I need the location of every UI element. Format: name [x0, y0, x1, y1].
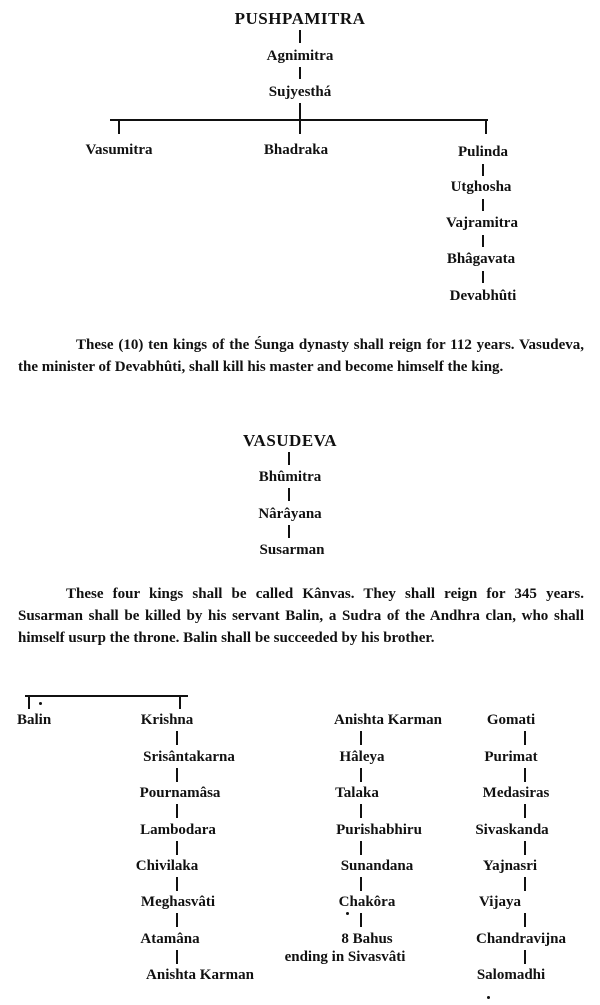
connector — [118, 120, 120, 134]
connector — [360, 877, 362, 891]
susarman-name: Susarman — [259, 542, 325, 558]
connector — [28, 696, 30, 709]
connector — [360, 804, 362, 818]
connector — [299, 67, 301, 79]
col3-name: Sivaskanda — [475, 822, 549, 838]
connector — [524, 913, 526, 927]
connector — [288, 488, 290, 501]
col2-name: Sunandana — [340, 858, 414, 874]
connector — [360, 841, 362, 855]
connector — [176, 731, 178, 745]
col2-name: Hâleya — [339, 749, 385, 765]
connector — [482, 235, 484, 247]
connector — [482, 164, 484, 176]
narayana-name: Nârâyana — [258, 506, 322, 522]
col2-name: Anishta Karman — [334, 712, 442, 728]
connector — [299, 120, 301, 134]
connector — [485, 120, 487, 134]
col1-name: Krishna — [140, 712, 194, 728]
ink-dot — [487, 996, 490, 999]
connector — [176, 804, 178, 818]
col3-name: Gomati — [486, 712, 536, 728]
col1-name: Meghasvâti — [140, 894, 216, 910]
paragraph-text: These (10) ten kings of the Śunga dynasty shall reign for 112 years. Vasudeva, the minister of Devabhûti, shall kill his master and become himself the king. — [18, 337, 584, 375]
sujyestha-name: Sujyesthá — [268, 84, 332, 100]
connector — [524, 731, 526, 745]
col3-name: Yajnasri — [482, 858, 538, 874]
bhagavata-name: Bhâgavata — [446, 251, 516, 267]
col1-name: Anishta Karman — [146, 967, 254, 983]
connector — [176, 877, 178, 891]
connector — [482, 271, 484, 283]
bhadraka-name: Bhadraka — [263, 142, 329, 158]
connector — [360, 731, 362, 745]
ink-dot — [346, 912, 349, 915]
connector — [176, 768, 178, 782]
connector — [524, 877, 526, 891]
connector — [299, 103, 301, 120]
connector — [176, 950, 178, 964]
balin-name: Balin — [17, 712, 52, 728]
agnimitra-name: Agnimitra — [266, 48, 334, 64]
connector — [176, 841, 178, 855]
utghosha-name: Utghosha — [450, 179, 512, 195]
col3-name: Chandravijna — [475, 931, 567, 947]
col2-name: Chakôra — [338, 894, 396, 910]
paragraph-kanvas — [18, 583, 584, 649]
col1-name: Atamâna — [140, 931, 200, 947]
connector — [524, 950, 526, 964]
connector — [524, 804, 526, 818]
col1-name: Srisântakarna — [143, 749, 235, 765]
connector — [176, 913, 178, 927]
col3-name: Purimat — [484, 749, 538, 765]
col2-note: ending in Sivasvâti — [284, 949, 406, 965]
col2-name: 8 Bahus — [341, 931, 393, 947]
connector — [288, 452, 290, 465]
branch-line — [25, 695, 188, 697]
connector — [288, 525, 290, 538]
connector — [179, 696, 181, 709]
connector — [524, 768, 526, 782]
col1-name: Lambodara — [140, 822, 216, 838]
col2-name: Purishabhiru — [336, 822, 422, 838]
connector — [360, 768, 362, 782]
col3-name: Salomadhi — [476, 967, 546, 983]
vasumitra-name: Vasumitra — [85, 142, 153, 158]
connector — [360, 913, 362, 927]
connector — [524, 841, 526, 855]
col1-name: Chivilaka — [135, 858, 199, 874]
col3-name: Vijaya — [479, 894, 521, 910]
paragraph-text: These four kings shall be called Kânvas. They shall reign for 345 years. Susarman shall be killed by his servant Balin, a Sudra of the Andhra clan, who shall himself usurp the throne. Balin shall be succeeded by his brother. — [18, 586, 584, 646]
connector — [482, 199, 484, 211]
connector — [299, 30, 301, 43]
paragraph-sunga — [18, 334, 584, 378]
devabhuti-name: Devabhûti — [449, 288, 517, 304]
ink-dot — [39, 702, 42, 705]
pulinda-name: Pulinda — [457, 144, 509, 160]
col2-name: Talaka — [335, 785, 379, 801]
col1-name: Pournamâsa — [139, 785, 221, 801]
bhumitra-name: Bhûmitra — [258, 469, 322, 485]
vajramitra-name: Vajramitra — [446, 215, 518, 231]
pushpamitra-name: PUSHPAMITRA — [234, 9, 366, 28]
vasudeva-name: VASUDEVA — [242, 431, 338, 450]
col3-name: Medasiras — [482, 785, 550, 801]
